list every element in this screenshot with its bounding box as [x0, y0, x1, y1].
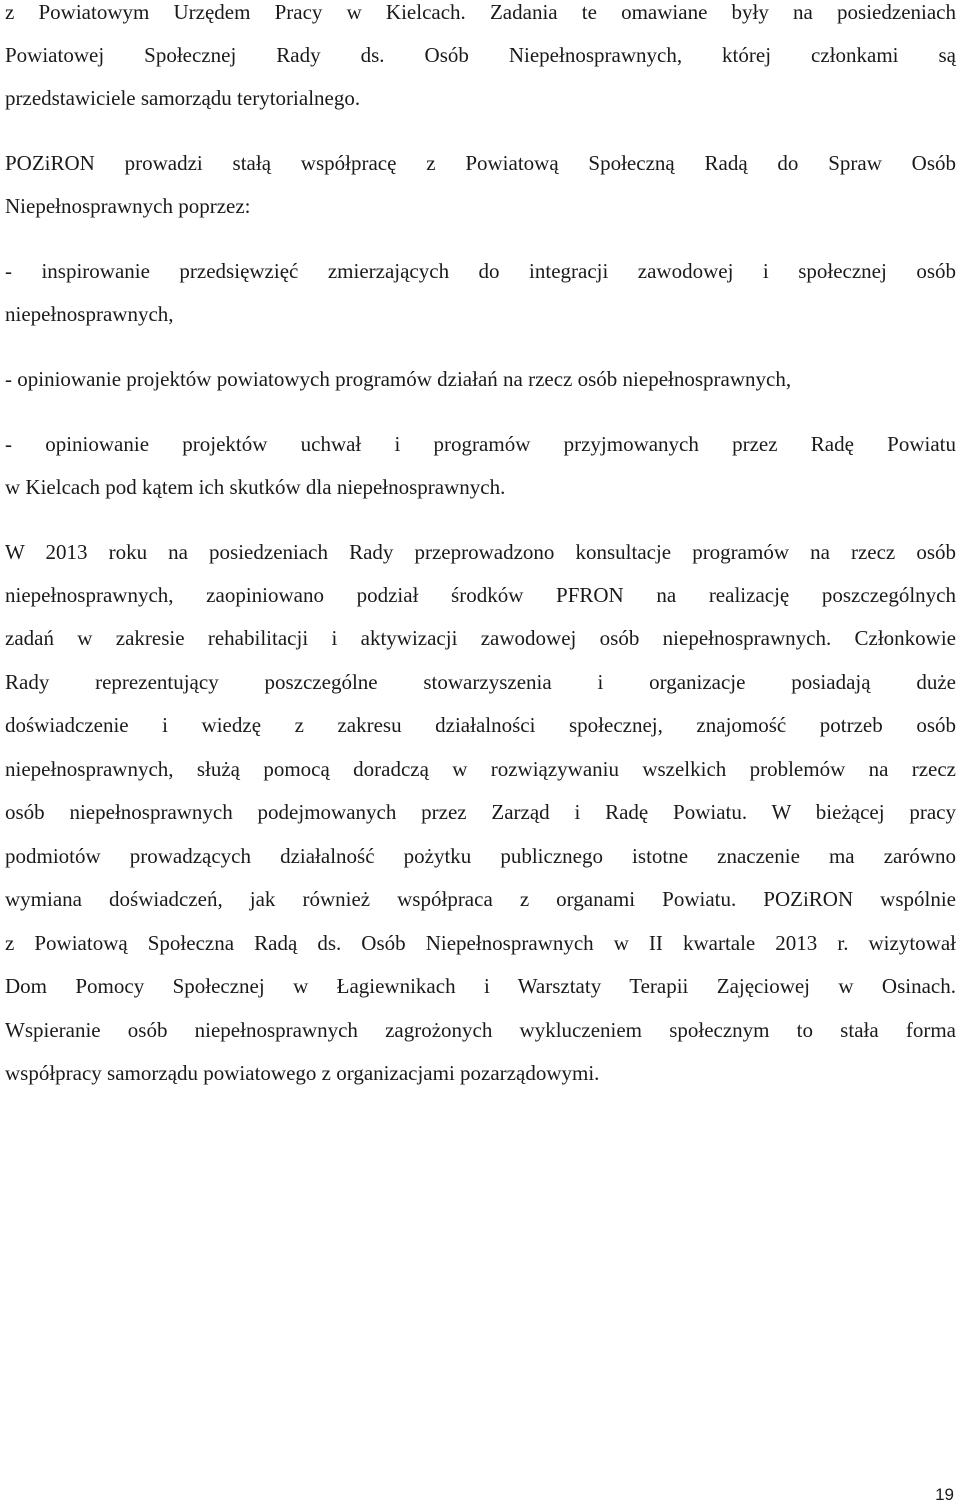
list-item-2-line-1: - opiniowanie projektów powiatowych programów działań na rzecz osób niepełnosprawnych,	[5, 367, 792, 391]
paragraph-3-line-6: niepełnosprawnych, służą pomocą doradczą w rozwiązywaniu wszelkich problemów na rzecz	[5, 757, 956, 781]
paragraph-3-line-11: Dom Pomocy Społecznej w Łagiewnikach i Warsztaty Terapii Zajęciowej w Osinach.	[5, 974, 956, 998]
paragraph-3-line-13: współpracy samorządu powiatowego z organizacjami pozarządowymi.	[5, 1061, 600, 1085]
paragraph-1-line-2: Powiatowej Społecznej Rady ds. Osób Niepełnosprawnych, której członkami są	[5, 43, 956, 67]
paragraph-1-line-3: przedstawiciele samorządu terytorialnego.	[5, 86, 361, 110]
paragraph-3-line-10: z Powiatową Społeczna Radą ds. Osób Niepełnosprawnych w II kwartale 2013 r. wizytował	[5, 931, 956, 955]
paragraph-1-line-1: z Powiatowym Urzędem Pracy w Kielcach. Zadania te omawiane były na posiedzeniach	[5, 0, 956, 24]
list-item-3-line-2: w Kielcach pod kątem ich skutków dla niepełnosprawnych.	[5, 475, 506, 499]
paragraph-3-line-8: podmiotów prowadzących działalność pożytku publicznego istotne znaczenie ma zarówno	[5, 844, 956, 868]
paragraph-3-line-7: osób niepełnosprawnych podejmowanych przez Zarząd i Radę Powiatu. W bieżącej pracy	[5, 800, 956, 824]
paragraph-3-line-3: zadań w zakresie rehabilitacji i aktywizacji zawodowej osób niepełnosprawnych. Członkowie	[5, 626, 956, 650]
list-item-1-line-2: niepełnosprawnych,	[5, 302, 174, 326]
paragraph-3-line-12: Wspieranie osób niepełnosprawnych zagrożonych wykluczeniem społecznym to stała forma	[5, 1018, 956, 1042]
paragraph-3-line-9: wymiana doświadczeń, jak również współpraca z organami Powiatu. POZiRON wspólnie	[5, 887, 956, 911]
paragraph-2-line-2: Niepełnosprawnych poprzez:	[5, 194, 251, 218]
page-number: 19	[935, 1485, 954, 1504]
paragraph-2-line-1: POZiRON prowadzi stałą współpracę z Powiatową Społeczną Radą do Spraw Osób	[5, 151, 956, 175]
paragraph-3-line-4: Rady reprezentujący poszczególne stowarzyszenia i organizacje posiadają duże	[5, 670, 956, 694]
list-item-3-line-1: - opiniowanie projektów uchwał i programów przyjmowanych przez Radę Powiatu	[5, 432, 956, 456]
list-item-1-line-1: - inspirowanie przedsięwzięć zmierzających do integracji zawodowej i społecznej osób	[5, 259, 956, 283]
paragraph-3-line-1: W 2013 roku na posiedzeniach Rady przeprowadzono konsultacje programów na rzecz osób	[5, 540, 956, 564]
paragraph-3-line-5: doświadczenie i wiedzę z zakresu działalności społecznej, znajomość potrzeb osób	[5, 713, 956, 737]
paragraph-3-line-2: niepełnosprawnych, zaopiniowano podział środków PFRON na realizację poszczególnych	[5, 583, 956, 607]
